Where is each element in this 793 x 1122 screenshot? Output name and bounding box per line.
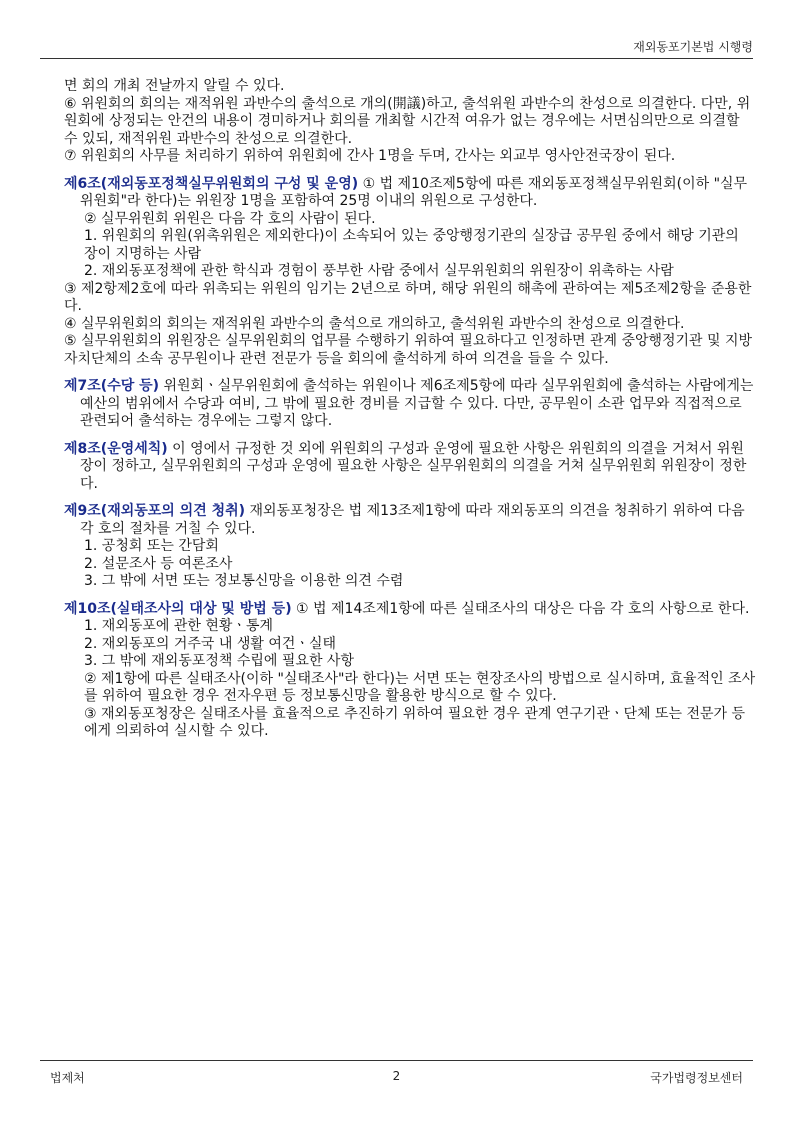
article-title: 제6조(재외동포정책실무위원회의 구성 및 운영) — [64, 175, 359, 192]
paragraph: ⑦ 위원회의 사무를 처리하기 위하여 위원회에 간사 1명을 두며, 간사는 외교부 영사안전국장이 된다. — [64, 148, 676, 164]
article-9 — [64, 503, 756, 538]
list-item: 3. 그 밖에 서면 또는 정보통신망을 이용한 의견 수렴 — [84, 573, 404, 589]
clause: ③ 제2항제2호에 따라 위촉되는 위원의 임기는 2년으로 하며, 해당 위원의 해촉에 관하여는 제5조제2항을 준용한다. — [64, 280, 752, 314]
list-item: 2. 재외동포정책에 관한 학식과 경험이 풍부한 사람 중에서 실무위원회의 위원장이 위촉하는 사람 — [84, 263, 674, 279]
header-title: 재외동포기본법 시행령 — [633, 40, 753, 54]
article-10 — [64, 601, 756, 619]
list-item: 2. 재외동포의 거주국 내 생활 여건ㆍ실태 — [84, 635, 336, 652]
article-text: ① 법 제14조제1항에 따른 실태조사의 대상은 다음 각 호의 사항으로 한다. — [291, 600, 750, 617]
article-text: 재외동포청장은 법 제13조제1항에 따라 재외동포의 의견을 청취하기 위하여 다음 각 호의 절차를 거칠 수 있다. — [80, 503, 745, 537]
clause: ② 제1항에 따른 실태조사(이하 "실태조사"라 한다)는 서면 또는 현장조사의 방법으로 실시하며, 효율적인 조사를 위하여 필요한 경우 전자우편 등 정보통신망을 활용한 방식으로 할 수 있다. — [84, 670, 756, 704]
footer-center-name: 국가법령정보센터 — [650, 1071, 743, 1085]
page-footer — [40, 1060, 753, 1091]
paragraph: 면 회의 개최 전날까지 알릴 수 있다. — [64, 78, 285, 94]
article-title: 제9조(재외동포의 의견 청취) — [64, 503, 246, 519]
list-item: 1. 위원회의 위원(위촉위원은 제외한다)이 소속되어 있는 중앙행정기관의 실장급 공무원 중에서 해당 기관의 장이 지명하는 사람 — [84, 228, 739, 262]
article-title: 제7조(수당 등) — [64, 378, 160, 394]
list-item: 1. 공청회 또는 간담회 — [84, 538, 219, 554]
paragraph: ⑥ 위원회의 회의는 재적위원 과반수의 출석으로 개의(開議)하고, 출석위원 과반수의 찬성으로 의결한다. 다만, 위원회에 상정되는 안건의 내용이 경미하거나 회의를 개최할 시간적 여유가 없는 경우에는 서면심의만으로 의결할 수 있되, 재적위원 과반수의 찬성으로 의결한다. — [64, 95, 751, 147]
article-title: 제10조(실태조사의 대상 및 방법 등) — [64, 600, 292, 617]
document-body — [64, 78, 756, 741]
clause: ② 실무위원회 위원은 다음 각 호의 사람이 된다. — [84, 210, 376, 227]
article-title: 제8조(운영세칙) — [64, 440, 168, 457]
article-text: ① 법 제10조제5항에 따른 재외동포정책실무위원회(이하 "실무위원회"라 한다)는 위원장 1명을 포함하여 25명 이내의 위원으로 구성한다. — [80, 175, 748, 209]
clause: ⑤ 실무위원회의 위원장은 실무위원회의 업무를 수행하기 위하여 필요하다고 인정하면 관계 중앙행정기관 및 지방자치단체의 소속 공무원이나 관련 전문가 등을 회의에 출석하게 하여 의견을 들을 수 있다. — [64, 333, 753, 367]
clause: ③ 재외동포청장은 실태조사를 효율적으로 추진하기 위하여 필요한 경우 관계 연구기관ㆍ단체 또는 전문가 등에게 의뢰하여 실시할 수 있다. — [84, 705, 746, 739]
list-item: 1. 재외동포에 관한 현황ㆍ통계 — [84, 618, 273, 634]
article-6 — [64, 176, 756, 211]
clause: ④ 실무위원회의 회의는 재적위원 과반수의 출석으로 개의하고, 출석위원 과반수의 찬성으로 의결한다. — [64, 315, 685, 332]
page-number: 2 — [392, 1069, 401, 1083]
list-item: 2. 설문조사 등 여론조사 — [84, 555, 233, 572]
list-item: 3. 그 밖에 재외동포정책 수립에 필요한 사항 — [84, 653, 354, 669]
article-text: 이 영에서 규정한 것 외에 위원회의 구성과 운영에 필요한 사항은 위원회의 의결을 거쳐서 위원장이 정하고, 실무위원회의 구성과 운영에 필요한 사항은 실무위원회의 의결을 거쳐 실무위원회 위원장이 정한다. — [80, 440, 747, 492]
article-7 — [64, 378, 756, 431]
article-text: 위원회ㆍ실무위원회에 출석하는 위원이나 제6조제5항에 따라 실무위원회에 출석하는 사람에게는 예산의 범위에서 수당과 여비, 그 밖에 필요한 경비를 지급할 수 있다. 다만, 공무원이 소관 업무와 직접적으로 관련되어 출석하는 경우에는 그렇지 않다. — [80, 378, 754, 429]
page-header — [40, 36, 753, 59]
article-8 — [64, 441, 756, 494]
footer-source: 법제처 — [50, 1071, 85, 1085]
